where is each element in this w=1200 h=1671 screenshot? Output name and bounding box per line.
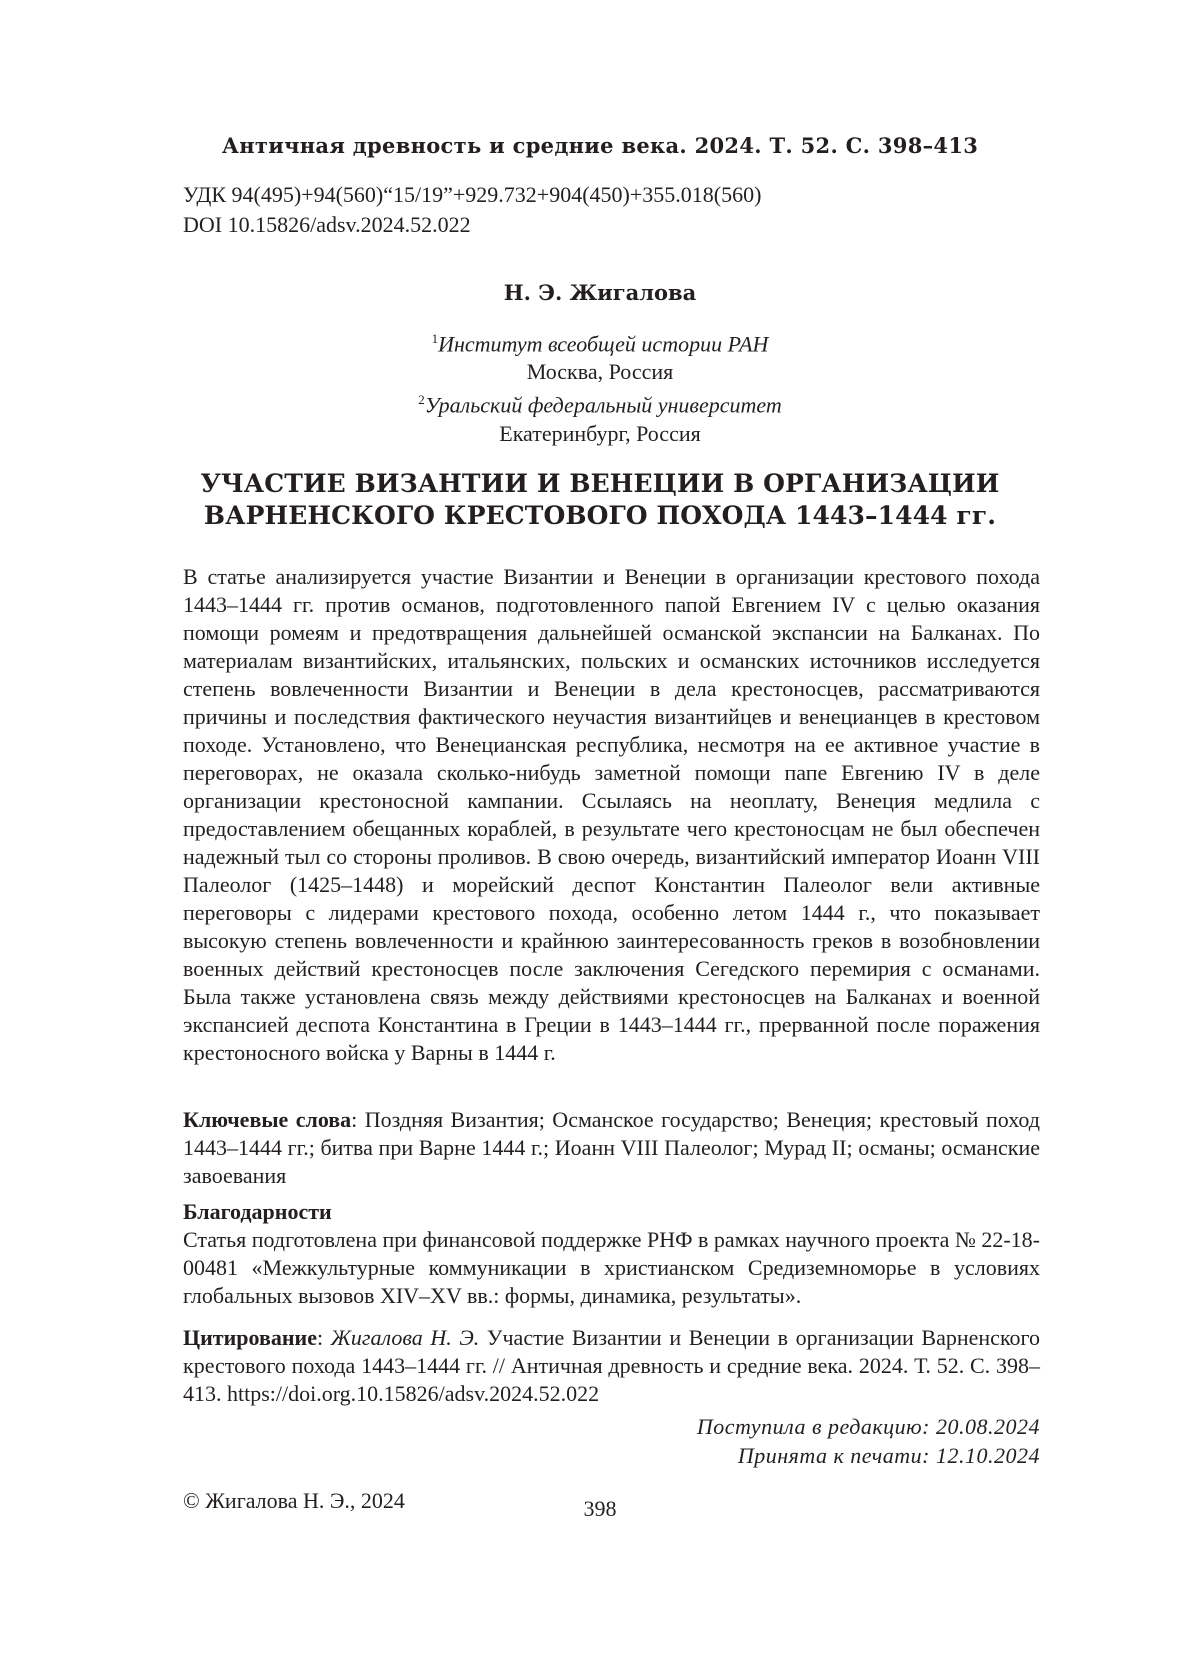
citation-author: Жигалова Н. Э.: [331, 1325, 480, 1350]
affiliation-2: 2Уральский федеральный университет: [0, 386, 1200, 419]
acknowledgments: [183, 1198, 1040, 1310]
affiliation-1: 1Институт всеобщей истории РАН: [0, 325, 1200, 358]
abstract: В статье анализируется участие Византии и Венеции в организации крестового похода 1443–1444 гг. против османов, подготовленного папой Евгением IV с целью оказания помощи ромеям и предотвращения дальнейшей османской экспансии на Балканах. По материалам византийских, итальянских, польских и османских источников исследуется степень вовлеченности Византии и Венеции в дела крестоносцев, рассматриваются причины и последствия фактического неучастия византийцев и венецианцев в крестовом походе. Установлено, что Венецианская республика, несмотря на ее активное участие в переговорах, не оказала сколько-нибудь заметной помощи папе Евгению IV в деле организации крестоносной кампании. Ссылаясь на неоплату, Венеция медлила с предоставлением обещанных кораблей, в результате чего крестоносцам не был обеспечен надежный тыл со стороны проливов. В свою очередь, византийский император Иоанн VIII Палеолог (1425–1448) и морейский деспот Константин Палеолог вели активные переговоры с лидерами крестового похода, особенно летом 1444 г., что показывает высокую степень вовлеченности и крайнюю заинтересованность греков в возобновлении военных действий крестоносцев после заключения Сегедского перемирия с османами. Была также установлена связь между действиями крестоносцев на Балканах и военной экспансией деспота Константина в Греции в 1443–1444 гг., прерванной после поражения крестоносного войска у Варны в 1444 г.: [183, 563, 1040, 1067]
affiliations: [0, 325, 1200, 448]
title-line-2: ВАРНЕНСКОГО КРЕСТОВОГО ПОХОДА 1443–1444 гг.: [0, 500, 1200, 532]
affiliation-1-institution: Институт всеобщей истории РАН: [438, 331, 768, 356]
affiliation-2-city: Екатеринбург, Россия: [0, 420, 1200, 448]
copyright: © Жигалова Н. Э., 2024: [183, 1488, 405, 1514]
keywords: [183, 1106, 1040, 1190]
journal-header: Античная древность и средние века. 2024. Т. 52. С. 398–413: [0, 133, 1200, 158]
article-title: [0, 468, 1200, 532]
page-number: 398: [0, 1496, 1200, 1522]
keywords-text: : Поздняя Византия; Османское государство; Венеция; крестовый поход 1443–1444 гг.; битва при Варне 1444 г.; Иоанн VIII Палеолог; Мурад II; османы; османские завоевания: [183, 1107, 1040, 1188]
title-line-1: УЧАСТИЕ ВИЗАНТИИ И ВЕНЕЦИИ В ОРГАНИЗАЦИИ: [0, 468, 1200, 500]
affiliation-1-city: Москва, Россия: [0, 358, 1200, 386]
udc-line: УДК 94(495)+94(560)“15/19”+929.732+904(450)+355.018(560): [183, 182, 761, 208]
affiliation-2-institution: Уральский федеральный университет: [425, 393, 782, 418]
keywords-label: Ключевые слова: [183, 1107, 351, 1132]
doi-line: DOI 10.15826/adsv.2024.52.022: [183, 212, 471, 238]
submission-dates: [697, 1412, 1040, 1470]
acknowledgments-label: Благодарности: [183, 1198, 1040, 1226]
citation: Цитирование: Жигалова Н. Э. Участие Византии и Венеции в организации Варненского крестового похода 1443–1444 гг. // Античная древность и средние века. 2024. Т. 52. С. 398–413. https://doi.org.10.15826/adsv.2024.52.022: [183, 1324, 1040, 1408]
acknowledgments-text: Статья подготовлена при финансовой поддержке РНФ в рамках научного проекта № 22-18-00481 «Межкультурные коммуникации в христианском Средиземноморье в условиях глобальных вызовов XIV–XV вв.: формы, динамика, результаты».: [183, 1226, 1040, 1310]
citation-text: Участие Византии и Венеции в организации Варненского крестового похода 1443–1444 гг. // Античная древность и средние века. 2024. Т. 52. С. 398–413. https://doi.org.10.15826/adsv.2024.52.022: [183, 1325, 1040, 1406]
author-name: Н. Э. Жигалова: [0, 280, 1200, 305]
received-date: Поступила в редакцию: 20.08.2024: [697, 1412, 1040, 1441]
citation-label: Цитирование: [183, 1325, 317, 1350]
accepted-date: Принята к печати: 12.10.2024: [697, 1441, 1040, 1470]
